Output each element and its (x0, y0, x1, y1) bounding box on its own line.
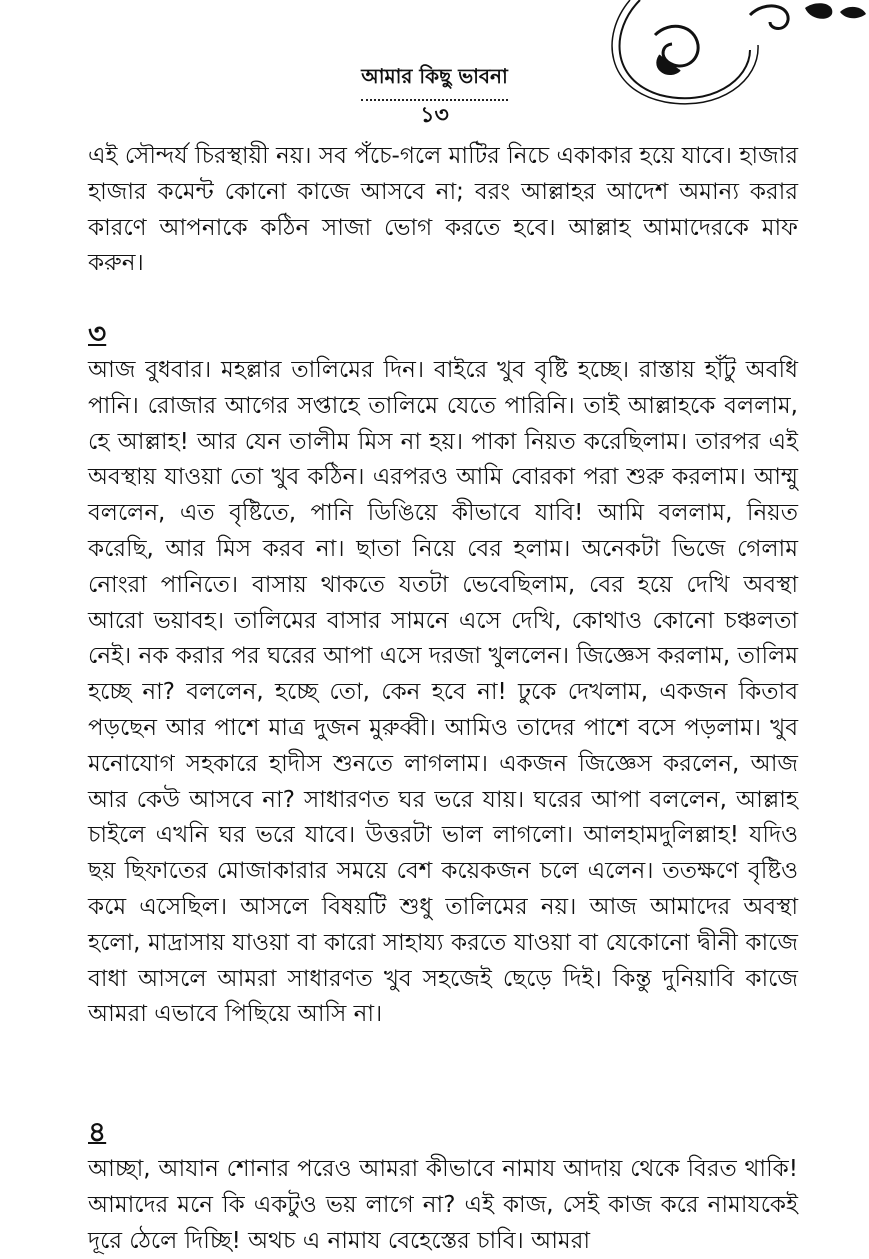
section-number-4: ৪ (88, 1115, 107, 1148)
intro-paragraph: এই সৌন্দর্য চিরস্থায়ী নয়। সব পঁচে-গলে মাটির নিচে একাকার হয়ে যাবে। হাজার হাজার কমেন্ট কোনো কাজে আসবে না; বরং আল্লাহর আদেশ অমান্য করার কারণে আপনাকে কঠিন সাজা ভোগ করতে হবে। আল্লাহ আমাদেরকে মাফ করুন। (88, 143, 798, 277)
page-number: ১৩ (420, 103, 449, 128)
book-title: আমার কিছু ভাবনা (361, 62, 508, 101)
section-number-3: ৩ (88, 317, 107, 350)
section-3-paragraph: আজ বুধবার। মহল্লার তালিমের দিন। বাইরে খুব বৃষ্টি হচ্ছে। রাস্তায় হাঁটু অবধি পানি। রোজার আগের সপ্তাহে তালিমে যেতে পারিনি। তাই আল্লাহকে বললাম, হে আল্লাহ! আর যেন তালীম মিস না হয়। পাকা নিয়ত করেছিলাম। তারপর এই অবস্থায় যাওয়া তো খুব কঠিন। এরপরও আমি বোরকা পরা শুরু করলাম। আম্মু বললেন, এত বৃষ্টিতে, পানি ডিঙিয়ে কীভাবে যাবি! আমি বললাম, নিয়ত করেছি, আর মিস করব না। ছাতা নিয়ে বের হলাম। অনেকটা ভিজে গেলাম নোংরা পানিতে। বাসায় থাকতে যতটা ভেবেছিলাম, বের হয়ে দেখি অবস্থা আরো ভয়াবহ। তালিমের বাসার সামনে এসে দেখি, কোথাও কোনো চঞ্চলতা নেই। নক করার পর ঘরের আপা এসে দরজা খুললেন। জিজ্ঞেস করলাম, তালিম হচ্ছে না? বললেন, হচ্ছে তো, কেন হবে না! ঢুকে দেখলাম, একজন কিতাব পড়ছেন আর পাশে মাত্র দুজন মুরুব্বী। আমিও তাদের পাশে বসে পড়লাম। খুব মনোযোগ সহকারে হাদীস শুনতে লাগলাম। একজন জিজ্ঞেস করলেন, আজ আর কেউ আসবে না? সাধারণত ঘর ভরে যায়। ঘরের আপা বললেন, আল্লাহ চাইলে এখনি ঘর ভরে যাবে। উত্তরটা ভাল লাগলো। আলহামদুলিল্লাহ! যদিও ছয় ছিফাতের মোজাকারার সময়ে বেশ কয়েকজন চলে এলেন। ততক্ষণে বৃষ্টিও কমে এসেছিল। আসলে বিষয়টি শুধু তালিমের নয়। আজ আমাদের অবস্থা হলো, মাদ্রাসায় যাওয়া বা কারো সাহায্য করতে যাওয়া বা যেকোনো দ্বীনী কাজে বাধা আসলে আমরা সাধারণত খুব সহজেই ছেড়ে দিই। কিন্তু দুনিয়াবি কাজে আমরা এভাবে পিছিয়ে আসি না। (88, 357, 798, 1028)
section-4-paragraph: আচ্ছা, আযান শোনার পরেও আমরা কীভাবে নামায আদায় থেকে বিরত থাকি! আমাদের মনে কি একটুও ভয় লাগে না? এই কাজ, সেই কাজ করে নামাযকেই দূরে ঠেলে দিচ্ছি! অথচ এ নামায বেহেস্তের চাবি। আমরা (88, 1156, 798, 1254)
running-header (0, 62, 869, 101)
